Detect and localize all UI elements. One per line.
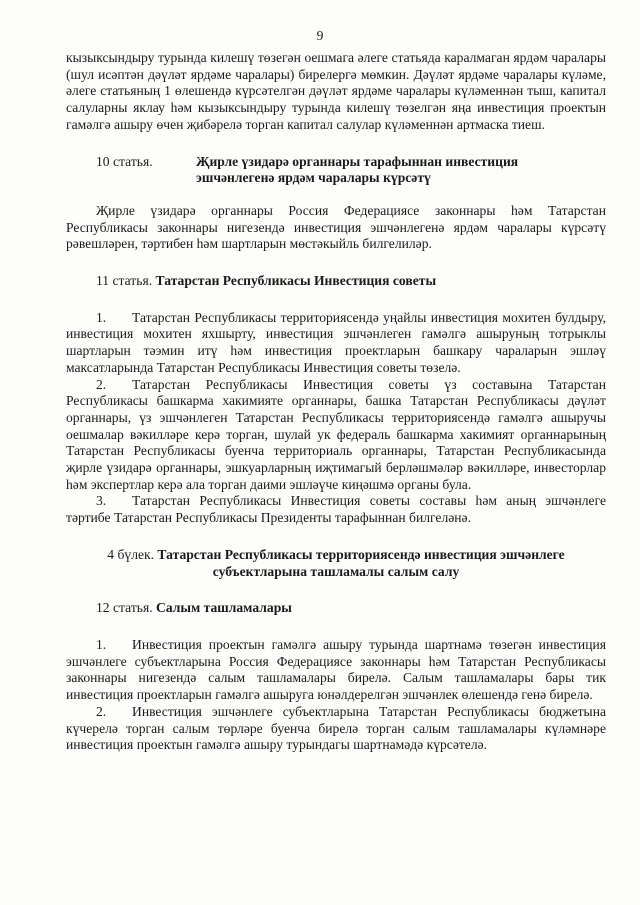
article-11-heading	[66, 273, 606, 290]
item-number: 3.	[96, 493, 107, 509]
article-12-title: Салым ташламалары	[156, 600, 292, 616]
article-11-item	[66, 493, 606, 526]
item-number: 1.	[96, 636, 107, 652]
article-10-title-line2: эшчәнлегенә ярдәм чаралары күрсәтү	[196, 170, 431, 186]
article-10-title	[196, 154, 606, 187]
article-11-number: 11 статья.	[96, 273, 153, 289]
article-10-heading	[66, 154, 606, 187]
item-text: Татарстан Республикасы территориясендә уңайлы инвестиция мохитен булдыру, инвестиция мохитен яхшырту, инвестиция эшчәнлеген гамәлгә ашыруның тотрыклы шартларын тәэмин итү һәм инвестиция проектларын башкару чараларын эшләү максатларында Татарстан Республикасы Инвестиция советы төзелә.	[66, 309, 606, 375]
item-number: 2.	[96, 376, 107, 392]
item-number: 1.	[96, 309, 107, 325]
item-number: 2.	[96, 703, 107, 719]
chapter-4-title-line2: субъектларына ташламалы салым салу	[212, 563, 460, 579]
article-12-item	[66, 704, 606, 754]
article-11-item	[66, 377, 606, 494]
article-12-number: 12 статья.	[96, 600, 153, 616]
article-11-item	[66, 310, 606, 377]
item-text: Татарстан Республикасы Инвестиция советы составы һәм аның эшчәнлеге тәртибе Татарстан Республикасы Президенты тарафыннан билгеләнә.	[66, 493, 606, 526]
item-text: Татарстан Республикасы Инвестиция советы үз составына Татарстан Республикасы башкарма хакимияте органнары, башка Татарстан Республикасы дәүләт органнары, үз эшчәнлеген Татарстан Республикасы территориясендә гамәлгә ашыручы оешмалар вәкилләре керә торган, шулай ук федераль башкарма хакимият органнарының Татарстан Республикасы буенча территориаль органнары, Татарстан Республикасында җирле үзидарә органнары, эшкуарларның иҗтимагый берләшмәләр вәкилләре, инвесторлар һәм экспертлар керә ала торган даими эшләүче киңәшмә органы була.	[66, 376, 606, 492]
article-10-paragraph: Җирле үзидарә органнары Россия Федерациясе законнары һәм Татарстан Республикасы законнары нигезендә инвестиция эшчәнлегенә ярдәм чаралары күрсәтү рәвешләрен, тәртибен һәм шартларын мөстәкыйль билгелиләр.	[66, 202, 606, 252]
item-text: Инвестиция эшчәнлеге субъектларына Татарстан Республикасы бюджетына күчерелә торган салым төрләре буенча бирелә торган салым ташламалары күләмнәре инвестиция проектын гамәлгә ашыру турындагы шартнамәдә күрсәтелә.	[66, 703, 606, 753]
article-11-title: Татарстан Республикасы Инвестиция советы	[155, 273, 437, 289]
article-12-item	[66, 637, 606, 704]
chapter-4-title-line1: Татарстан Республикасы территориясендә инвестиция эшчәнлеге	[157, 546, 565, 562]
intro-paragraph: кызыксындыру турында килешү төзегән оешмага әлеге статьяда каралмаган ярдәм чаралары (шул исәптән дәүләт ярдәме чаралары) бирелергә мөмкин. Дәүләт ярдәме чаралары күләме, әлеге статьяның 1 өлешендә күрсәтелгән дәүләт ярдәме чаралары күләменнән тыш, капитал салуларны яклау һәм кызыксындыру турында килешү төзелгән яңа инвестиция проектын гамәлгә ашыру өчен җибәрелә торган капитал салулар күләменнән артмаска тиеш.	[66, 50, 606, 132]
chapter-4-heading	[66, 547, 606, 580]
chapter-4-prefix: 4 бүлек.	[107, 546, 155, 562]
article-12-heading	[66, 600, 606, 617]
page-number: 9	[316, 28, 324, 43]
document-body	[66, 50, 606, 754]
article-10-number: 10 статья.	[96, 153, 153, 169]
item-text: Инвестиция проектын гамәлгә ашыру турында шартнамә төзегән инвестиция эшчәнлеге субъектларына Россия Федерациясе законнары һәм Татарстан Республикасы законнары нигезендә салым ташламалары бирелә. Салым ташламалары бары тик инвестиция проектларын гамәлгә ашыруга юнәлдерелгән эшчәнлек өлешендә генә бирелә.	[66, 636, 606, 703]
article-10-title-line1: Җирле үзидарә органнары тарафыннан инвестиция	[196, 153, 519, 169]
